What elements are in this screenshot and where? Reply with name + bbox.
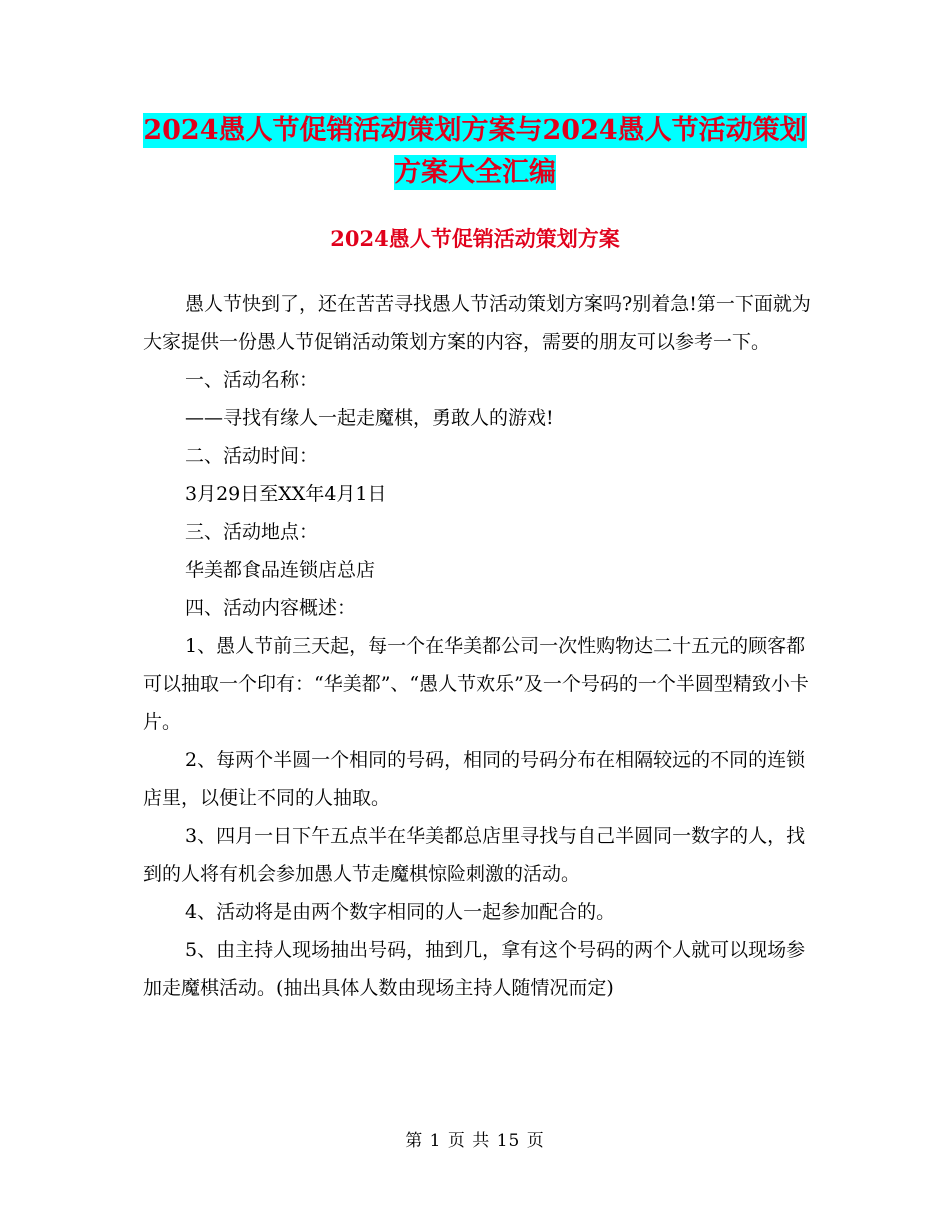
paragraph-item-2: 2、每两个半圆一个相同的号码，相同的号码分布在相隔较远的不同的连锁店里，以便让不同的人抽取。 [143,749,806,809]
main-title-line-2 [0,155,950,191]
paragraph-heading-content: 四、活动内容概述： [185,597,357,619]
paragraph-intro: 愚人节快到了，还在苦苦寻找愚人节活动策划方案吗?别着急!第一下面就为大家提供一份愚人节促销活动策划方案的内容，需要的朋友可以参考一下。 [143,293,811,353]
paragraph-heading-name: 一、活动名称： [185,369,319,391]
paragraph-heading-time: 二、活动时间： [185,445,319,467]
main-title-line-1-text: 2024愚人节促销活动策划方案与2024愚人节活动策划 [143,115,807,146]
page-footer: 第 1 页 共 15 页 [405,1131,545,1151]
main-title-line-1 [0,113,950,149]
paragraph-item-3: 3、四月一日下午五点半在华美都总店里寻找与自己半圆同一数字的人，找到的人将有机会参加愚人节走魔棋惊险刺激的活动。 [143,825,806,885]
paragraph-item-5: 5、由主持人现场抽出号码，抽到几，拿有这个号码的两个人就可以现场参加走魔棋活动。(抽出具体人数由现场主持人随情况而定) [143,939,806,999]
paragraph-heading-location: 三、活动地点： [185,521,319,543]
section-title: 2024愚人节促销活动策划方案 [330,226,620,251]
paragraph-activity-name: ——寻找有缘人一起走魔棋，勇敢人的游戏! [185,407,554,429]
main-title-line-2-text: 方案大全汇编 [394,157,556,188]
paragraph-activity-location: 华美都食品连锁店总店 [185,559,376,581]
paragraph-item-1: 1、愚人节前三天起，每一个在华美都公司一次性购物达二十五元的顾客都可以抽取一个印有：“华美都”、“愚人节欢乐”及一个号码的一个半圆型精致小卡片。 [143,635,809,733]
paragraph-activity-time: 3月29日至XX年4月1日 [185,483,387,505]
paragraph-item-4: 4、活动将是由两个数字相同的人一起参加配合的。 [185,901,616,923]
body-text [143,285,813,1007]
